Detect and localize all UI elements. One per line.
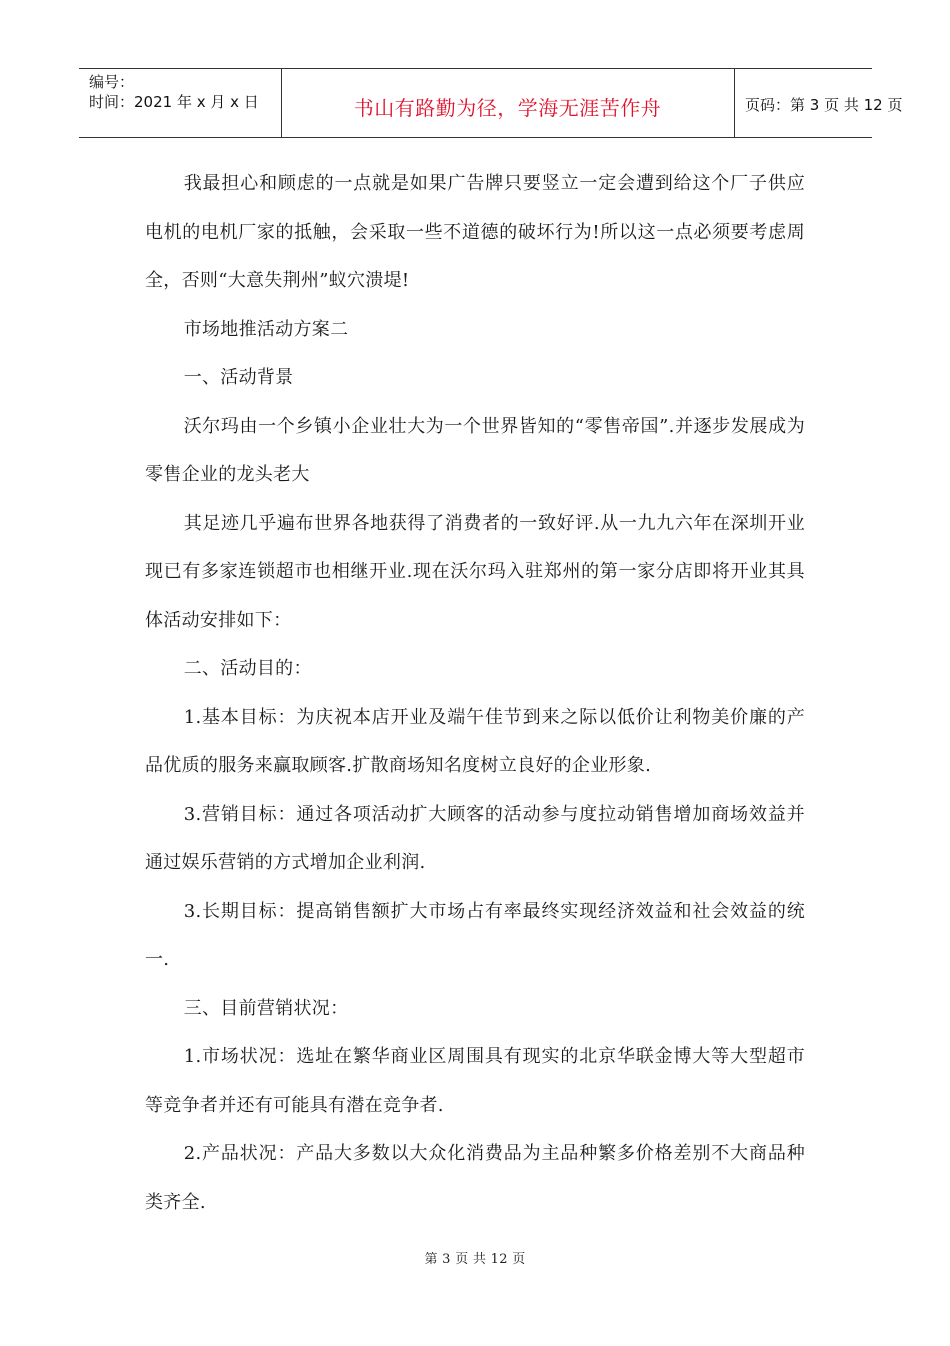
body-paragraph: 其足迹几乎遍布世界各地获得了消费者的一致好评.从一九九六年在深圳开业现已有多家连锁超市也相继开业.现在沃尔玛入驻郑州的第一家分店即将开业其具体活动安排如下： [145,512,805,631]
body-paragraph: 我最担心和顾虑的一点就是如果广告牌只要竖立一定会遭到给这个厂子供应电机的电机厂家的抵触，会采取一些不道德的破坏行为!所以这一点必须要考虑周全，否则“大意失荆州”蚁穴溃堤! [145,173,805,291]
document-body [145,160,805,1227]
body-paragraph: 沃尔玛由一个乡镇小企业壮大为一个世界皆知的“零售帝国”.并逐步发展成为零售企业的龙头老大 [145,415,805,485]
header-motto-cell [281,69,735,137]
list-item: 1.市场状况：选址在繁华商业区周围具有现实的北京华联金博大等大型超市等竞争者并还有可能具有潜在竞争者. [145,1046,805,1116]
section-heading: 二、活动目的： [183,658,312,679]
page-footer: 第 3 页 共 12 页 [424,1252,526,1267]
document-header [79,68,903,138]
list-item: 1.基本目标：为庆祝本店开业及端午佳节到来之际以低价让利物美价廉的产品优质的服务来赢取顾客.扩散商场知名度树立良好的企业形象. [145,706,805,776]
header-motto: 书山有路勤为径，学海无涯苦作舟 [353,96,662,120]
section-title: 市场地推活动方案二 [183,318,349,340]
header-page-info: 页码：第 3 页 共 12 页 [745,96,903,114]
section-heading: 三、目前营销状况： [183,997,349,1019]
list-item: 3.长期目标：提高销售额扩大市场占有率最终实现经济效益和社会效益的统一. [145,900,805,970]
header-page-cell [735,69,903,137]
section-heading: 一、活动背景 [183,367,294,388]
header-meta-cell [79,69,282,137]
document-date-label: 时间：2021 年 x 月 x 日 [89,93,259,111]
list-item: 3.营销目标：通过各项活动扩大顾客的活动参与度拉动销售增加商场效益并通过娱乐营销的方式增加企业利润. [145,803,805,873]
document-number-label: 编号： [89,73,135,91]
list-item: 2.产品状况：产品大多数以大众化消费品为主品种繁多价格差别不大商品种类齐全. [145,1143,805,1213]
